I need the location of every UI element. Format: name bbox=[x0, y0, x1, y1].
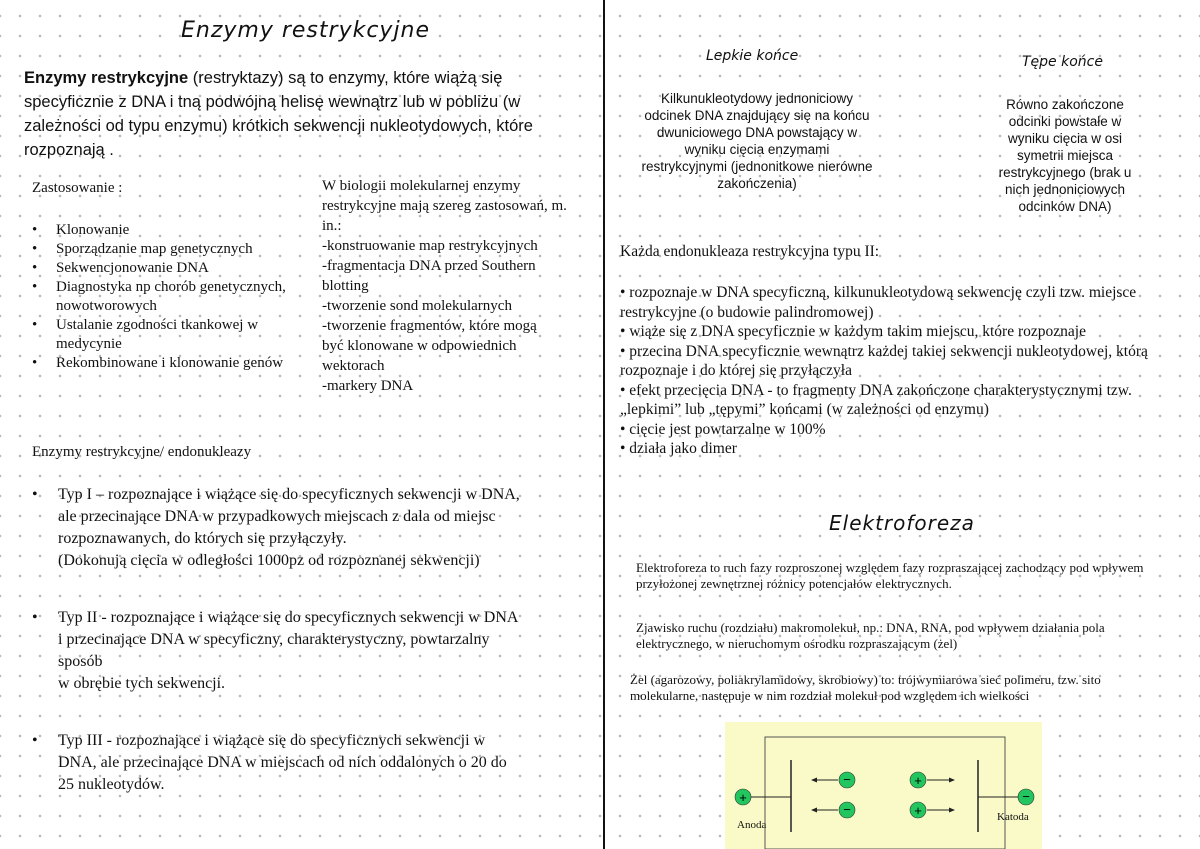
diagram-background bbox=[725, 722, 1042, 849]
sticky-ends-title: Lepkie końce bbox=[706, 48, 799, 64]
page-divider bbox=[603, 0, 605, 849]
biology-intro: W biologii molekularnej enzymy restrykcyjne mają szereg zastosowań, m. in.: bbox=[322, 178, 567, 234]
cathode-label: Katoda bbox=[997, 811, 1029, 823]
type-2-item bbox=[32, 607, 522, 695]
type-3-item bbox=[32, 730, 522, 796]
electrophoresis-paragraph-3: Żel (agarozowy, poliakrylamidowy, skrobiowy) to: trójwymiarowa sieć polimeru, tzw. sito molekularne, następuje w nim rozdział molekuł pod względem ich wielkości bbox=[630, 672, 1101, 703]
type-3-text: • Typ III - rozpoznające i wiążące się do specyficznych sekwencji w DNA, ale przecinające DNA w miejscach od nich oddalonych o 20 do 25 nukleotydów. bbox=[58, 732, 507, 793]
anode-sign: + bbox=[739, 790, 747, 805]
list-item: • Sporządzanie map genetycznych bbox=[32, 240, 302, 259]
intro-rest: (restryktazy) są to enzymy, które wiążą się specyficznie z DNA i tną podwójną helisę wewnątrz lub w pobliżu (w zależności od typu enzymu) krótkich sekwencji nukleotydowych, które rozpoznają . bbox=[24, 69, 533, 159]
electrophoresis-diagram bbox=[725, 722, 1042, 849]
list-item: • działa jako dimer bbox=[620, 440, 737, 457]
positive-ion-sign: + bbox=[914, 803, 922, 818]
list-item: -konstruowanie map restrykcyjnych bbox=[322, 238, 538, 254]
blunt-ends-title: Tępe końce bbox=[1022, 54, 1103, 70]
intro-bold-term: Enzymy restrykcyjne bbox=[24, 69, 189, 87]
type-3-block bbox=[32, 730, 522, 796]
list-item: blotting bbox=[322, 278, 369, 294]
list-item: -tworzenie fragmentów, które mogą bbox=[322, 318, 537, 334]
enzymes-heading: Enzymy restrykcyjne/ endonukleazy bbox=[32, 444, 252, 460]
list-item: • rozpoznaje w DNA specyficzną, kilkunukleotydową sekwencję czyli tzw. miejsce restrykcyjne (o budowie palindromowej) bbox=[620, 284, 1137, 321]
negative-ion-sign: − bbox=[843, 772, 851, 787]
list-item: • przecina DNA specyficznie wewnątrz każdej takiej sekwencji nukleotydowej, którą rozpoznaje i do której się przyłączyła bbox=[620, 342, 1148, 379]
endonuclease-heading: Każda endonukleaza restrykcyjna typu II: bbox=[620, 243, 880, 260]
type-1-item bbox=[32, 484, 522, 572]
list-item: -tworzenie sond molekularnych bbox=[322, 298, 512, 314]
type-2-text: • Typ II - rozpoznające i wiążące się do specyficznych sekwencji w DNA i przecinające DNA w specyficzny, charakterystyczny, powtarzalny sposób bbox=[58, 609, 518, 670]
list-item: wektorach bbox=[322, 358, 385, 374]
list-item: • Ustalanie zgodności tkankowej w medycynie bbox=[32, 316, 302, 354]
type-1-block bbox=[32, 484, 522, 572]
zastosowanie-list bbox=[32, 221, 302, 373]
positive-ion-sign: + bbox=[914, 773, 922, 788]
intro-paragraph bbox=[24, 66, 534, 162]
list-item: • Rekombinowane i klonowanie genów bbox=[32, 354, 302, 373]
type-1-note: (Dokonują cięcia w odległości 1000pz od rozpoznanej sekwencji) bbox=[58, 552, 480, 569]
biology-applications bbox=[322, 176, 567, 396]
anode-label: Anoda bbox=[737, 819, 767, 831]
list-item: -fragmentacja DNA przed Southern bbox=[322, 258, 536, 274]
list-item: • cięcie jest powtarzalne w 100% bbox=[620, 420, 826, 438]
type-2-note: w obrębie tych sekwencji. bbox=[58, 675, 226, 692]
list-item: • Sekwencjonowanie DNA bbox=[32, 259, 302, 278]
electrophoresis-paragraph-1: Elektroforeza to ruch fazy rozproszonej względem fazy rozpraszającej zachodzący pod wpływem przyłożonej zewnętrznej różnicy potencjałów elektrycznych. bbox=[636, 560, 1144, 591]
list-item: • Klonowanie bbox=[32, 221, 302, 240]
list-item: • wiąże się z DNA specyficznie w każdym takim miejscu, które rozpoznaje bbox=[620, 323, 1086, 340]
electrophoresis-paragraph-2: Zjawisko ruchu (rozdziału) makromolekuł, np.: DNA, RNA, pod wpływem działania pola elektrycznego, w nieruchomym ośrodku rozpraszającym (żel) bbox=[636, 620, 1105, 651]
sticky-ends-text: Kilkunukleotydowy jednoniciowy odcinek DNA znajdujący się na końcu dwuniciowego DNA powstający w wyniku cięcia enzymami restrykcyjnymi (jednonitkowe nierówne zakończenia) bbox=[641, 91, 873, 191]
negative-ion-sign: − bbox=[843, 802, 851, 817]
left-page-title: Enzymy restrykcyjne bbox=[181, 18, 431, 43]
electrophoresis-title: Elektroforeza bbox=[829, 511, 975, 535]
blunt-ends-text: Równo zakończone odcinki powstałe w wyniku cięcia w osi symetrii miejsca restrykcyjnego (brak u nich jednoniciowych odcinków DNA) bbox=[998, 97, 1132, 214]
cathode-sign: − bbox=[1022, 789, 1030, 804]
list-item: • efekt przecięcia DNA - to fragmenty DNA zakończone charakterystycznymi tzw. „lepkimi” lub „tępymi” końcami (w zależności od enzymu) bbox=[620, 381, 1132, 418]
list-item: • Diagnostyka np chorób genetycznych, nowotworowych bbox=[32, 278, 302, 316]
type-1-text: • Typ I – rozpoznające i wiążące się do specyficznych sekwencji w DNA, ale przecinające DNA w przypadkowych miejscach z dala od miejsc rozpoznawanych, do których się przyłączyły. bbox=[58, 486, 520, 547]
list-item: -markery DNA bbox=[322, 378, 414, 394]
endonuclease-list bbox=[620, 283, 1160, 459]
zastosowanie-title: Zastosowanie : bbox=[32, 180, 123, 196]
list-item: być klonowane w odpowiednich bbox=[322, 338, 517, 354]
type-2-block bbox=[32, 607, 522, 695]
